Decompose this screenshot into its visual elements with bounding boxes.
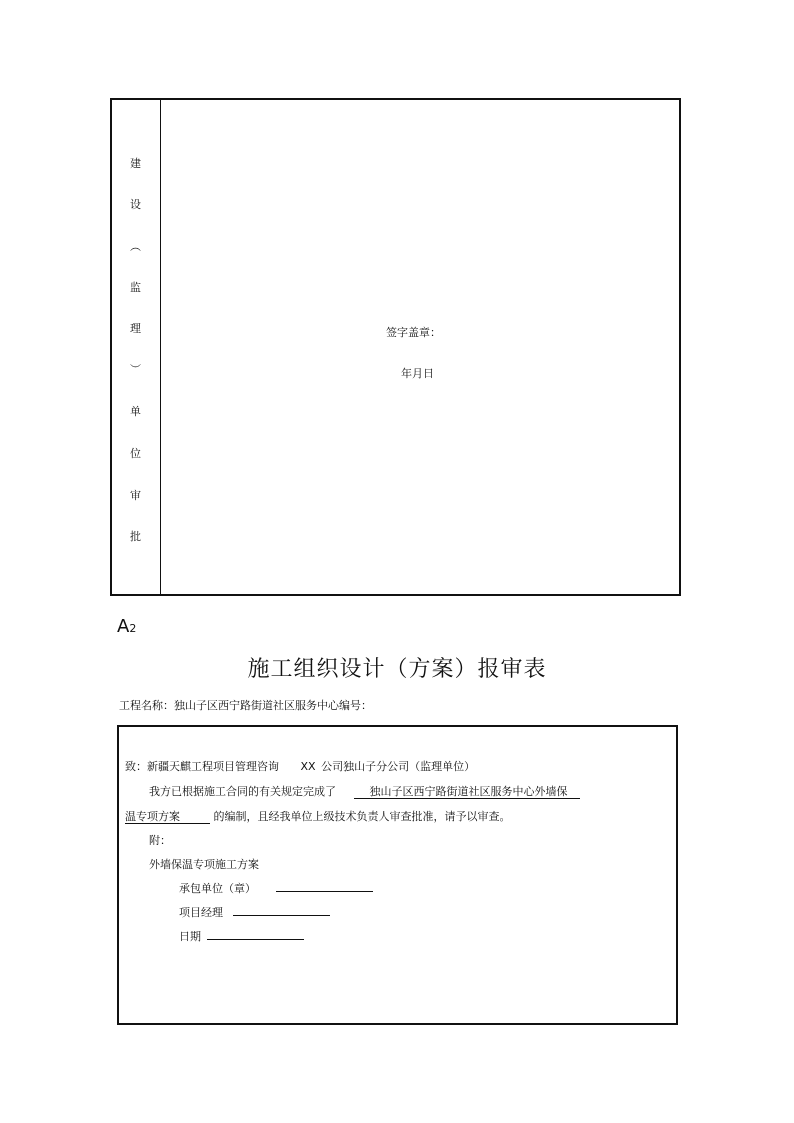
contractor-label: 承包单位（章） bbox=[179, 882, 256, 895]
body-project-underlined-1: 独山子区西宁路街道社区服务中心外墙保 bbox=[354, 785, 580, 799]
body-suffix: 的编制，且经我单位上级技术负责人审查批准，请予以审查。 bbox=[213, 810, 511, 823]
body-line-2 bbox=[125, 808, 511, 824]
date-label: 日期 bbox=[179, 930, 201, 943]
vertical-label-char: 建 bbox=[130, 157, 141, 170]
body-prefix: 我方已根据施工合同的有关规定完成了 bbox=[149, 785, 336, 798]
manager-line bbox=[179, 904, 330, 920]
project-name-line: 工程名称：独山子区西宁路街道社区服务中心编号： bbox=[119, 699, 372, 712]
form-code bbox=[117, 616, 136, 637]
vertical-label-char: 理 bbox=[130, 322, 141, 335]
approval-box bbox=[110, 98, 681, 596]
vertical-label-char: ︵ bbox=[130, 240, 141, 253]
vertical-label-char: ︶ bbox=[130, 363, 141, 376]
vertical-label-char: 监 bbox=[130, 281, 141, 294]
approval-vertical-label-column bbox=[112, 100, 161, 594]
addressee-suffix: 公司独山子分公司（监理单位） bbox=[321, 760, 476, 773]
vertical-label-char: 位 bbox=[130, 447, 141, 460]
contractor-line bbox=[179, 880, 373, 896]
addressee-line bbox=[125, 758, 475, 774]
body-line-1 bbox=[149, 783, 580, 799]
body-project-underlined-2: 温专项方案 bbox=[125, 810, 210, 824]
attachment-label: 附： bbox=[149, 834, 171, 847]
attachment-item: 外墙保温专项施工方案 bbox=[149, 858, 259, 871]
signature-label: 签字盖章： bbox=[386, 326, 441, 339]
vertical-label-char: 批 bbox=[130, 530, 141, 543]
approval-date-label: 年月日 bbox=[401, 367, 434, 380]
addressee-prefix: 致：新疆天麒工程项目管理咨询 bbox=[125, 760, 279, 773]
vertical-label-char: 审 bbox=[130, 489, 141, 502]
page-title: 施工组织设计（方案）报审表 bbox=[247, 657, 547, 682]
form-code-sub: 2 bbox=[129, 622, 137, 635]
vertical-label-char: 设 bbox=[130, 198, 141, 211]
date-line bbox=[179, 928, 304, 944]
manager-blank bbox=[233, 904, 330, 916]
submission-form-box bbox=[117, 725, 678, 1025]
contractor-blank bbox=[276, 880, 373, 892]
date-blank bbox=[207, 928, 304, 940]
addressee-company-code: XX bbox=[300, 760, 316, 773]
vertical-label-char: 单 bbox=[130, 405, 141, 418]
form-code-main: A bbox=[117, 616, 130, 637]
manager-label: 项目经理 bbox=[179, 906, 223, 919]
